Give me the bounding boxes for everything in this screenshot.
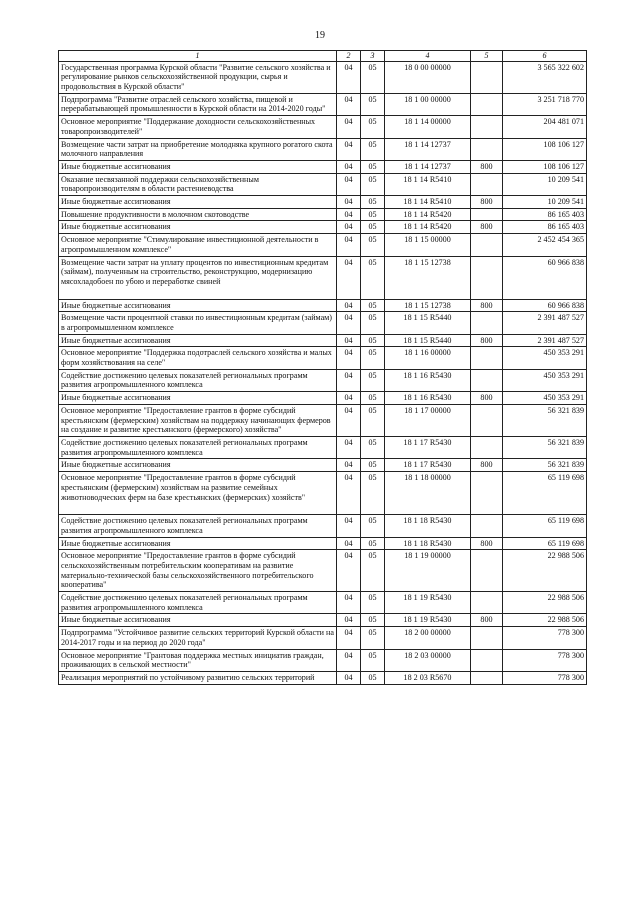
row-target-code-cell: 18 1 15 R5440 (385, 334, 471, 347)
row-subsection-cell: 05 (361, 392, 385, 405)
row-section-cell: 04 (337, 334, 361, 347)
table-row (59, 138, 587, 160)
table-row (59, 234, 587, 256)
table-row (59, 592, 587, 614)
table-row (59, 392, 587, 405)
table-row (59, 173, 587, 195)
row-section-cell: 04 (337, 93, 361, 115)
row-target-code-cell: 18 1 19 00000 (385, 550, 471, 592)
row-expense-type-cell (471, 312, 503, 334)
row-amount-cell: 778 300 (503, 649, 587, 671)
row-name-cell: Иные бюджетные ассигнования (59, 160, 337, 173)
row-section-cell: 04 (337, 472, 361, 515)
row-target-code-cell: 18 1 16 R5430 (385, 369, 471, 391)
row-target-code-cell: 18 2 00 00000 (385, 627, 471, 649)
row-expense-type-cell: 800 (471, 160, 503, 173)
row-name-cell: Иные бюджетные ассигнования (59, 334, 337, 347)
row-expense-type-cell (471, 671, 503, 684)
row-name-cell: Основное мероприятие "Стимулирование инвестиционной деятельности в агропромышленном комплексе" (59, 234, 337, 256)
row-name-cell: Возмещение части затрат на приобретение молодняка крупного рогатого скота молочного направления (59, 138, 337, 160)
row-expense-type-cell (471, 369, 503, 391)
table-row (59, 334, 587, 347)
row-subsection-cell: 05 (361, 173, 385, 195)
row-subsection-cell: 05 (361, 550, 385, 592)
row-subsection-cell: 05 (361, 93, 385, 115)
row-target-code-cell: 18 1 15 12738 (385, 256, 471, 299)
row-amount-cell: 204 481 071 (503, 116, 587, 138)
row-section-cell: 04 (337, 173, 361, 195)
row-amount-cell: 10 209 541 (503, 196, 587, 209)
row-amount-cell: 108 106 127 (503, 160, 587, 173)
row-target-code-cell: 18 1 14 R5420 (385, 208, 471, 221)
row-subsection-cell: 05 (361, 515, 385, 537)
row-name-cell: Иные бюджетные ассигнования (59, 196, 337, 209)
row-expense-type-cell (471, 472, 503, 515)
row-subsection-cell: 05 (361, 299, 385, 312)
table-row (59, 369, 587, 391)
table-row (59, 61, 587, 93)
row-expense-type-cell (471, 404, 503, 436)
row-subsection-cell: 05 (361, 116, 385, 138)
table-row (59, 537, 587, 550)
row-amount-cell: 3 251 718 770 (503, 93, 587, 115)
row-amount-cell: 2 452 454 365 (503, 234, 587, 256)
row-section-cell: 04 (337, 234, 361, 256)
row-expense-type-cell (471, 93, 503, 115)
row-amount-cell: 2 391 487 527 (503, 334, 587, 347)
row-amount-cell: 86 165 403 (503, 208, 587, 221)
row-name-cell: Содействие достижению целевых показателей региональных программ развития агропромышленного комплекса (59, 369, 337, 391)
row-expense-type-cell (471, 256, 503, 299)
row-target-code-cell: 18 1 17 00000 (385, 404, 471, 436)
row-subsection-cell: 05 (361, 671, 385, 684)
row-expense-type-cell (471, 173, 503, 195)
row-name-cell: Основное мероприятие "Предоставление грантов в форме субсидий крестьянским (фермерским) хозяйствам на поддержку начинающих фермеров на создание и развитие крестьянского (фермерского) хозяйства" (59, 404, 337, 436)
row-subsection-cell: 05 (361, 614, 385, 627)
row-name-cell: Подпрограмма "Устойчивое развитие сельских территорий Курской области на 2014-2017 годы и на период до 2020 года" (59, 627, 337, 649)
table-row (59, 116, 587, 138)
row-name-cell: Содействие достижению целевых показателей региональных программ развития агропромышленного комплекса (59, 515, 337, 537)
row-subsection-cell: 05 (361, 234, 385, 256)
row-expense-type-cell: 800 (471, 459, 503, 472)
row-target-code-cell: 18 1 19 R5430 (385, 614, 471, 627)
row-target-code-cell: 18 1 15 00000 (385, 234, 471, 256)
table-row (59, 221, 587, 234)
row-expense-type-cell: 800 (471, 299, 503, 312)
row-amount-cell: 22 988 506 (503, 550, 587, 592)
row-target-code-cell: 18 1 16 00000 (385, 347, 471, 369)
row-name-cell: Иные бюджетные ассигнования (59, 614, 337, 627)
row-target-code-cell: 18 1 19 R5430 (385, 592, 471, 614)
row-name-cell: Основное мероприятие "Предоставление грантов в форме субсидий сельскохозяйственным потребительским кооперативам на развитие материально-технической базы сельскохозяйственного потребительского кооператива" (59, 550, 337, 592)
table-row (59, 404, 587, 436)
row-amount-cell: 10 209 541 (503, 173, 587, 195)
row-target-code-cell: 18 1 15 12738 (385, 299, 471, 312)
row-target-code-cell: 18 1 17 R5430 (385, 459, 471, 472)
row-section-cell: 04 (337, 550, 361, 592)
table-row (59, 299, 587, 312)
row-amount-cell: 60 966 838 (503, 256, 587, 299)
row-amount-cell: 60 966 838 (503, 299, 587, 312)
row-expense-type-cell (471, 436, 503, 458)
row-name-cell: Оказание несвязанной поддержки сельскохозяйственным товаропроизводителям в области растениеводства (59, 173, 337, 195)
row-section-cell: 04 (337, 369, 361, 391)
row-target-code-cell: 18 2 03 00000 (385, 649, 471, 671)
row-subsection-cell: 05 (361, 404, 385, 436)
row-name-cell: Основное мероприятие "Предоставление грантов в форме субсидий крестьянским (фермерским) хозяйствам на развитие семейных животноводческих ферм на базе крестьянских (фермерских) хозяйств" (59, 472, 337, 515)
row-name-cell: Иные бюджетные ассигнования (59, 299, 337, 312)
row-section-cell: 04 (337, 61, 361, 93)
table-header-row (59, 51, 587, 62)
row-section-cell: 04 (337, 649, 361, 671)
table-row (59, 208, 587, 221)
row-section-cell: 04 (337, 537, 361, 550)
row-target-code-cell: 18 1 15 R5440 (385, 312, 471, 334)
row-section-cell: 04 (337, 256, 361, 299)
row-section-cell: 04 (337, 208, 361, 221)
row-amount-cell: 56 321 839 (503, 459, 587, 472)
row-expense-type-cell (471, 515, 503, 537)
row-target-code-cell: 18 1 18 R5430 (385, 515, 471, 537)
row-section-cell: 04 (337, 312, 361, 334)
row-expense-type-cell (471, 627, 503, 649)
row-section-cell: 04 (337, 459, 361, 472)
row-expense-type-cell (471, 550, 503, 592)
row-name-cell: Возмещение части затрат на уплату процентов по инвестиционным кредитам (займам), полученным на строительство, реконструкцию, модернизацию мясохладобоен по убою и переработке свиней (59, 256, 337, 299)
row-amount-cell: 450 353 291 (503, 392, 587, 405)
row-name-cell: Государственная программа Курской области "Развитие сельского хозяйства и регулирование рынков сельскохозяйственной продукции, сырья и продовольствия в Курской области" (59, 61, 337, 93)
table-row (59, 93, 587, 115)
row-amount-cell: 65 119 698 (503, 537, 587, 550)
row-section-cell: 04 (337, 671, 361, 684)
row-name-cell: Иные бюджетные ассигнования (59, 221, 337, 234)
row-subsection-cell: 05 (361, 436, 385, 458)
page-number: 19 (315, 30, 325, 41)
header-cell: 5 (471, 51, 503, 62)
row-section-cell: 04 (337, 116, 361, 138)
table-body (59, 61, 587, 684)
row-target-code-cell: 18 1 17 R5430 (385, 436, 471, 458)
row-target-code-cell: 18 1 16 R5430 (385, 392, 471, 405)
table-row (59, 614, 587, 627)
table-row (59, 627, 587, 649)
row-expense-type-cell: 800 (471, 537, 503, 550)
table-row (59, 515, 587, 537)
row-expense-type-cell (471, 649, 503, 671)
row-name-cell: Содействие достижению целевых показателей региональных программ развития агропромышленного комплекса (59, 592, 337, 614)
header-cell: 3 (361, 51, 385, 62)
row-expense-type-cell: 800 (471, 392, 503, 405)
table-row (59, 472, 587, 515)
table-row (59, 256, 587, 299)
row-name-cell: Возмещение части процентной ставки по инвестиционным кредитам (займам) в агропромышленном комплексе (59, 312, 337, 334)
row-name-cell: Основное мероприятие "Поддержание доходности сельскохозяйственных товаропроизводителей" (59, 116, 337, 138)
row-amount-cell: 56 321 839 (503, 436, 587, 458)
row-section-cell: 04 (337, 515, 361, 537)
row-amount-cell: 65 119 698 (503, 472, 587, 515)
row-name-cell: Содействие достижению целевых показателей региональных программ развития агропромышленного комплекса (59, 436, 337, 458)
row-section-cell: 04 (337, 436, 361, 458)
row-subsection-cell: 05 (361, 138, 385, 160)
table-row (59, 436, 587, 458)
row-section-cell: 04 (337, 347, 361, 369)
row-subsection-cell: 05 (361, 334, 385, 347)
row-name-cell: Основное мероприятие "Поддержка подотраслей сельского хозяйства и малых форм хозяйствования на селе" (59, 347, 337, 369)
row-expense-type-cell (471, 61, 503, 93)
row-expense-type-cell: 800 (471, 221, 503, 234)
row-subsection-cell: 05 (361, 312, 385, 334)
row-target-code-cell: 18 1 00 00000 (385, 93, 471, 115)
row-expense-type-cell (471, 116, 503, 138)
row-expense-type-cell (471, 208, 503, 221)
row-target-code-cell: 18 1 14 R5410 (385, 196, 471, 209)
row-section-cell: 04 (337, 299, 361, 312)
row-amount-cell: 22 988 506 (503, 614, 587, 627)
row-amount-cell: 108 106 127 (503, 138, 587, 160)
row-amount-cell: 56 321 839 (503, 404, 587, 436)
row-section-cell: 04 (337, 404, 361, 436)
row-target-code-cell: 18 1 14 R5420 (385, 221, 471, 234)
row-subsection-cell: 05 (361, 627, 385, 649)
row-expense-type-cell (471, 592, 503, 614)
row-section-cell: 04 (337, 138, 361, 160)
row-expense-type-cell (471, 234, 503, 256)
row-subsection-cell: 05 (361, 369, 385, 391)
row-subsection-cell: 05 (361, 61, 385, 93)
row-expense-type-cell (471, 347, 503, 369)
budget-table (58, 50, 587, 685)
row-target-code-cell: 18 1 18 R5430 (385, 537, 471, 550)
row-name-cell: Реализация мероприятий по устойчивому развитию сельских территорий (59, 671, 337, 684)
row-expense-type-cell (471, 138, 503, 160)
row-subsection-cell: 05 (361, 196, 385, 209)
row-amount-cell: 778 300 (503, 627, 587, 649)
header-cell: 2 (337, 51, 361, 62)
row-subsection-cell: 05 (361, 221, 385, 234)
row-section-cell: 04 (337, 221, 361, 234)
row-amount-cell: 450 353 291 (503, 347, 587, 369)
table-row (59, 649, 587, 671)
row-subsection-cell: 05 (361, 592, 385, 614)
row-target-code-cell: 18 2 03 R5670 (385, 671, 471, 684)
row-subsection-cell: 05 (361, 472, 385, 515)
row-target-code-cell: 18 1 14 R5410 (385, 173, 471, 195)
row-expense-type-cell: 800 (471, 196, 503, 209)
table-row (59, 196, 587, 209)
table-row (59, 459, 587, 472)
row-amount-cell: 2 391 487 527 (503, 312, 587, 334)
table-row (59, 312, 587, 334)
table-row (59, 550, 587, 592)
row-subsection-cell: 05 (361, 347, 385, 369)
table-row (59, 347, 587, 369)
row-section-cell: 04 (337, 196, 361, 209)
header-cell: 1 (59, 51, 337, 62)
row-amount-cell: 450 353 291 (503, 369, 587, 391)
row-section-cell: 04 (337, 627, 361, 649)
row-target-code-cell: 18 1 14 12737 (385, 160, 471, 173)
row-amount-cell: 86 165 403 (503, 221, 587, 234)
row-amount-cell: 65 119 698 (503, 515, 587, 537)
row-expense-type-cell: 800 (471, 614, 503, 627)
row-target-code-cell: 18 1 14 12737 (385, 138, 471, 160)
table-row (59, 160, 587, 173)
row-amount-cell: 778 300 (503, 671, 587, 684)
row-amount-cell: 3 565 322 602 (503, 61, 587, 93)
row-target-code-cell: 18 1 14 00000 (385, 116, 471, 138)
row-section-cell: 04 (337, 592, 361, 614)
row-section-cell: 04 (337, 392, 361, 405)
row-subsection-cell: 05 (361, 256, 385, 299)
row-name-cell: Иные бюджетные ассигнования (59, 459, 337, 472)
row-subsection-cell: 05 (361, 537, 385, 550)
row-amount-cell: 22 988 506 (503, 592, 587, 614)
row-section-cell: 04 (337, 160, 361, 173)
row-subsection-cell: 05 (361, 649, 385, 671)
row-name-cell: Основное мероприятие "Грантовая поддержка местных инициатив граждан, проживающих в сельской местности" (59, 649, 337, 671)
row-name-cell: Подпрограмма "Развитие отраслей сельского хозяйства, пищевой и перерабатывающей промышленности в Курской области на 2014-2020 годы" (59, 93, 337, 115)
row-expense-type-cell: 800 (471, 334, 503, 347)
row-name-cell: Иные бюджетные ассигнования (59, 392, 337, 405)
header-cell: 6 (503, 51, 587, 62)
row-target-code-cell: 18 0 00 00000 (385, 61, 471, 93)
row-section-cell: 04 (337, 614, 361, 627)
row-subsection-cell: 05 (361, 160, 385, 173)
header-cell: 4 (385, 51, 471, 62)
row-subsection-cell: 05 (361, 459, 385, 472)
row-subsection-cell: 05 (361, 208, 385, 221)
row-name-cell: Повышение продуктивности в молочном скотоводстве (59, 208, 337, 221)
row-target-code-cell: 18 1 18 00000 (385, 472, 471, 515)
row-name-cell: Иные бюджетные ассигнования (59, 537, 337, 550)
table-row (59, 671, 587, 684)
